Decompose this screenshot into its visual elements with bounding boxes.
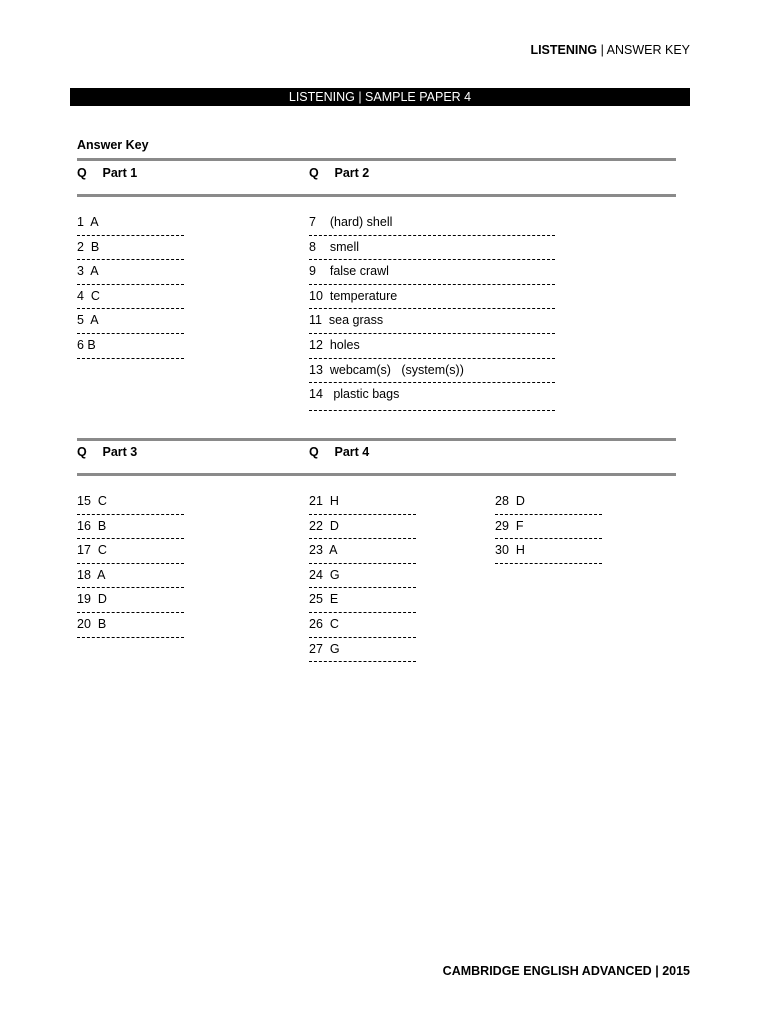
q-label: Q (309, 445, 319, 459)
answer-24: 24 G (309, 564, 416, 589)
answer-22: 22 D (309, 515, 416, 540)
answer-15: 15 C (77, 490, 184, 515)
header-section: LISTENING (530, 43, 598, 57)
answer-key-title: Answer Key (77, 138, 149, 152)
answer-13: 13 webcam(s) (system(s)) (309, 359, 555, 384)
answer-14: 14 plastic bags (309, 383, 555, 411)
part3-label: Part 3 (102, 445, 138, 459)
part3-header (77, 445, 137, 459)
answer-10: 10 temperature (309, 285, 555, 310)
q-label: Q (309, 166, 319, 180)
answer-23: 23 A (309, 539, 416, 564)
answer-20: 20 B (77, 613, 184, 638)
answer-5: 5 A (77, 309, 184, 334)
answer-29: 29 F (495, 515, 602, 540)
footer-year: 2015 (662, 964, 690, 978)
table-rule-top-2 (77, 438, 676, 441)
part2-label: Part 2 (334, 166, 370, 180)
answer-12: 12 holes (309, 334, 555, 359)
header-separator: | (600, 43, 604, 57)
answer-19: 19 D (77, 588, 184, 613)
part1-label: Part 1 (102, 166, 138, 180)
answer-8: 8 smell (309, 236, 555, 261)
answer-26: 26 C (309, 613, 416, 638)
part4-label: Part 4 (334, 445, 370, 459)
answer-17: 17 C (77, 539, 184, 564)
answer-30: 30 H (495, 539, 602, 564)
answer-3: 3 A (77, 260, 184, 285)
answer-27: 27 G (309, 638, 416, 663)
part4-header (309, 445, 369, 459)
part2-header (309, 166, 369, 180)
answer-16: 16 B (77, 515, 184, 540)
answer-11: 11 sea grass (309, 309, 555, 334)
answer-7: 7 (hard) shell (309, 211, 555, 236)
table-rule-top (77, 158, 676, 161)
answer-9: 9 false crawl (309, 260, 555, 285)
q-label: Q (77, 445, 87, 459)
footer-text: CAMBRIDGE ENGLISH ADVANCED (442, 964, 652, 978)
page-footer (443, 964, 690, 978)
footer-separator: | (655, 964, 659, 978)
table-rule-header-bottom (77, 194, 676, 197)
answer-21: 21 H (309, 490, 416, 515)
table-rule-header-bottom-2 (77, 473, 676, 476)
answer-18: 18 A (77, 564, 184, 589)
part1-header (77, 166, 137, 180)
page-header (530, 43, 690, 57)
answer-1: 1 A (77, 211, 184, 236)
answer-2: 2 B (77, 236, 184, 261)
answer-4: 4 C (77, 285, 184, 310)
header-subsection: ANSWER KEY (606, 43, 690, 57)
q-label: Q (77, 166, 87, 180)
title-banner: LISTENING | SAMPLE PAPER 4 (70, 88, 690, 106)
answer-28: 28 D (495, 490, 602, 515)
answer-6: 6 B (77, 334, 184, 359)
answer-25: 25 E (309, 588, 416, 613)
